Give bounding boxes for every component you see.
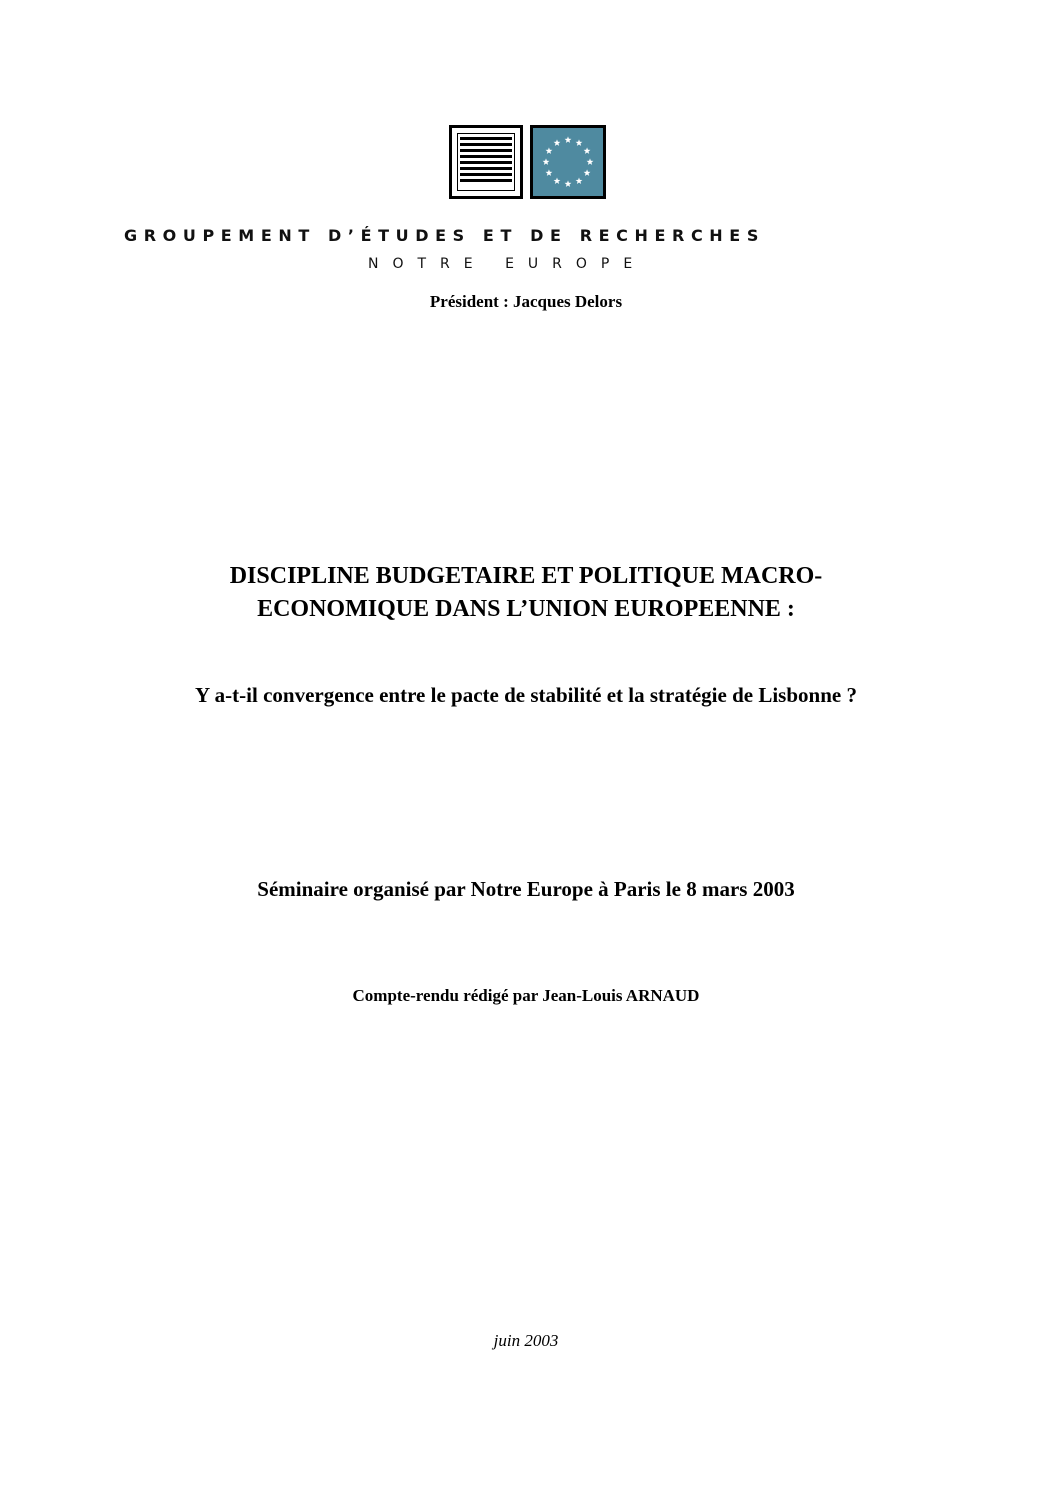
- document-title: [100, 560, 952, 626]
- date-line: juin 2003: [493, 1331, 559, 1350]
- star-icon: [587, 158, 594, 165]
- star-icon: [546, 169, 553, 176]
- star-icon: [576, 139, 583, 146]
- star-icon: [565, 136, 572, 143]
- star-icon: [554, 177, 561, 184]
- star-icon: [576, 177, 583, 184]
- seminar-line: Séminaire organisé par Notre Europe à Paris le 8 mars 2003: [257, 877, 795, 901]
- organization-subtitle: NOTRE EUROPE: [368, 256, 647, 272]
- author-line: Compte-rendu rédigé par Jean-Louis ARNAUD: [352, 986, 700, 1005]
- star-icon: [584, 147, 591, 154]
- president-line: Président : Jacques Delors: [429, 292, 623, 311]
- document-subtitle: Y a-t-il convergence entre le pacte de stabilité et la stratégie de Lisbonne ?: [195, 683, 857, 707]
- organization-name: GROUPEMENT D’ÉTUDES ET DE RECHERCHES: [124, 226, 765, 245]
- star-icon: [554, 139, 561, 146]
- title-line-2: ECONOMIQUE DANS L’UNION EUROPEENNE :: [257, 596, 795, 622]
- star-icon: [546, 147, 553, 154]
- document-lines-icon: [449, 125, 523, 199]
- star-icon: [565, 180, 572, 187]
- star-icon: [543, 158, 550, 165]
- eu-stars-icon: [530, 125, 606, 199]
- star-icon: [584, 169, 591, 176]
- title-line-1: DISCIPLINE BUDGETAIRE ET POLITIQUE MACRO-: [229, 563, 823, 589]
